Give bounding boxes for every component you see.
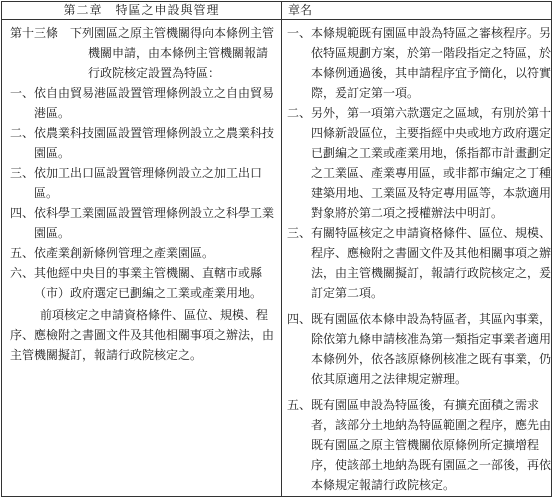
right-item-3: 三、有關特區核定之申請資格條件、區位、規模、程序、應檢附之書圖文件及其他相關事項之辦法，由主管機關擬訂，報請行政院核定之，爰訂定第二項。 [287,226,552,300]
article-text: 下列園區之原主管機關得向本條例主管機關申請，由本條例主管機關報請行政院核定設置為特區： [70,26,275,80]
article-label: 第十三條 [10,26,59,40]
right-item-1: 一、本條規範既有園區申設為特區之審核程序。另依特區規劃方案，於第一階段指定之特區，於本條例通過後，其申請程序宜予簡化，以符實際，爰訂定第一項。 [287,26,552,100]
right-item-5: 五、既有園區申設為特區後，有擴充面積之需求者，該部分土地納為特區範圍之程序，應先由既有園區之原主管機關依原條例所定擴增程序，使該部土地納為既有園區之一部後，再依本條規定報請行政院核定。 [287,398,552,492]
comparison-table [1,1,552,497]
header-divider [2,19,551,20]
right-item-4: 四、既有園區依本條申設為特區者，其區內事業，除依第九條申請核准為第一類指定事業者適用本條例外，依各該原條例核准之既有事業，仍依其原適用之法律規定辦理。 [287,312,552,386]
left-item-6: 六、其他經中央目的事業主管機關、直轄市或縣（市）政府選定已劃編之工業或產業用地。 [10,266,263,300]
left-item-1: 一、依自由貿易港區設置管理條例設立之自由貿易港區。 [10,86,275,120]
header-left-chapter-title: 第二章 特區之申設與管理 [63,3,220,17]
left-item-3: 三、依加工出口區設置管理條例設立之加工出口區。 [10,166,263,200]
header-right-chapter-name: 章名 [288,3,313,17]
left-column-provisions [10,23,277,365]
column-divider [281,2,282,496]
left-item-5: 五、依產業創新條例管理之產業園區。 [10,246,215,260]
left-item-4: 四、依科學工業園區設置管理條例設立之科學工業園區。 [10,206,275,240]
article-13 [10,23,277,83]
left-paragraph-2: 前項核定之申請資格條件、區位、規模、程序、應檢附之書圖文件及其他相關事項之辦法，由主管機關擬訂，報請行政院核定之。 [10,308,275,362]
left-item-2: 二、依農業科技園區設置管理條例設立之農業科技園區。 [10,126,275,160]
right-column-explanations [287,23,551,495]
right-item-2: 二、另外，第一項第六款選定之區域，有別於第十四條新設區位，主要指經中央或地方政府選定已劃編之工業或產業用地，係指都市計畫劃定之工業區、產業專用區，或非都市編定之丁種建築用地、工業區及特定專用區等，本款適用對象將於第二項之授權辦法中明訂。 [287,106,552,220]
